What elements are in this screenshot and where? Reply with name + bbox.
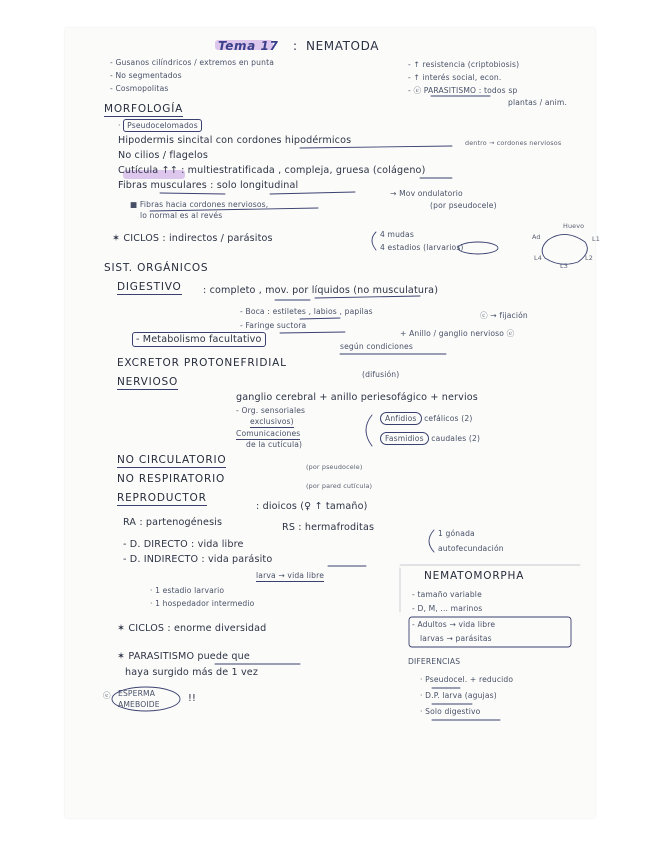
diferencias-line-3: · Solo digestivo — [420, 707, 481, 716]
rs-bracket — [429, 530, 434, 552]
digestivo-line-2: - Boca : estiletes , labios , papilas — [240, 307, 373, 316]
morf-ciclos: ✶ CICLOS : indirectos / parásitos — [112, 233, 273, 244]
cycle-label-l4: L4 — [534, 254, 542, 262]
nervioso-anfidios: Anfidios cefálicos (2) — [380, 415, 472, 423]
cycle-label-l1: L1 — [592, 235, 600, 243]
morf-estadios: 4 estadios (larvarios) — [380, 243, 464, 252]
reproductor-rs-b1: 1 gónada — [438, 529, 475, 538]
nervioso-line-5: de la cutícula) — [246, 440, 303, 449]
liquidos-underline — [315, 296, 420, 298]
intro-right-3: - ⓔ PARASITISMO : todos sp — [408, 86, 518, 95]
digestivo-line-3b: + Anillo / ganglio nervioso ⓔ — [400, 329, 515, 338]
nervioso-line-1: ganglio cerebral + anillo periesofágico + nervios — [236, 392, 478, 403]
nervioso-label: NERVIOSO — [117, 376, 179, 388]
nervioso-line-4: Comunicaciones — [236, 429, 301, 438]
nematomorpha-line-3: - Adultos → vida libre — [412, 620, 496, 629]
cycle-label-ad: Ad — [532, 233, 541, 241]
parasitismo-line-2: haya surgido más de 1 vez — [125, 667, 259, 678]
page-title: NEMATODA — [306, 39, 380, 53]
no-respiratorio-note: (por pared cutícula) — [306, 482, 373, 490]
nervioso-line-2: - Org. sensoriales — [236, 406, 306, 415]
digestivo-line-4b: según condiciones — [340, 342, 413, 351]
nervioso-fasmidios: Fasmidios caudales (2) — [380, 435, 480, 443]
tema-label: Tema 17 — [218, 39, 279, 53]
morf-item-1: · Pseudocelomados — [118, 122, 202, 130]
reproductor-line-1: : dioicos (♀ ↑ tamaño) — [256, 501, 368, 512]
ciclos-bracket — [372, 232, 376, 250]
fibras-underline — [160, 193, 225, 194]
reproductor-d2: - D. INDIRECTO : vida parásito — [123, 554, 273, 565]
diferencias-line-2: · D.P. larva (agujas) — [420, 691, 497, 700]
cycle-label-huevo: Huevo — [563, 222, 585, 230]
esperma-oval — [112, 687, 180, 711]
intro-left-3: - Cosmopolitas — [110, 84, 169, 93]
morfologia-heading: MORFOLOGÍA — [104, 103, 184, 115]
cordones-underline — [300, 146, 452, 148]
diferencias-line-1: · Pseudocel. + reducido — [420, 675, 514, 684]
esperma-exclaim: !! — [188, 693, 196, 704]
intro-left-2: - No segmentados — [110, 71, 182, 80]
parasitismo-line-1: ✶ PARASITISMO puede que — [117, 651, 250, 662]
esperma-line-2: AMEBOIDE — [118, 700, 160, 709]
faringe-underline — [280, 332, 345, 333]
digestivo-line-4: - Metabolismo facultativo — [132, 335, 266, 345]
no-respiratorio-label: NO RESPIRATORIO — [117, 473, 226, 485]
nervioso-line-3: exclusivos) — [250, 417, 294, 426]
cycle-label-l3: L3 — [560, 262, 568, 270]
ciclos-line: ✶ CICLOS : enorme diversidad — [117, 623, 267, 634]
excretor-label: EXCRETOR PROTONEFRIDIAL — [117, 357, 287, 369]
nematomorpha-heading: NEMATOMORPHA — [424, 570, 525, 582]
reproductor-d1: - D. DIRECTO : vida libre — [123, 539, 244, 550]
esperma-bullet: ⓔ — [103, 691, 111, 700]
reproductor-rs-b2: autofecundación — [438, 544, 504, 553]
title-colon: : — [293, 39, 298, 53]
morf-mudas: 4 mudas — [380, 230, 414, 239]
no-circulatorio-label: NO CIRCULATORIO — [117, 454, 227, 466]
longitudinal-underline — [270, 192, 355, 194]
digestivo-line-3: - Faringe suctora — [240, 321, 307, 330]
digestivo-label: DIGESTIVO — [117, 281, 182, 293]
intro-right-2: - ↑ interés social, econ. — [408, 73, 502, 82]
intro-right-4: plantas / anim. — [508, 98, 568, 107]
reproductor-ra: RA : partenogénesis — [123, 517, 223, 528]
adultos-box — [409, 617, 571, 647]
cycle-sketch-loop — [542, 234, 587, 264]
morf-item-3: No cilios / flagelos — [118, 150, 209, 161]
morf-item-2: Hipodermis sincital con cordones hipodérmicos — [118, 135, 352, 146]
nematomorpha-line-4: larvas → parásitas — [420, 634, 492, 643]
reproductor-rs: RS : hermafroditas — [282, 522, 375, 533]
morf-item-4: Cutícula ↑↑ : multiestratificada , compleja, gruesa (colágeno) — [118, 165, 426, 176]
larvarios-oval — [458, 242, 498, 254]
nematomorpha-line-1: - tamaño variable — [412, 590, 482, 599]
morf-item-2-note: dentro → cordones nerviosos — [465, 139, 562, 147]
morf-item-6b: lo normal es al revés — [140, 211, 223, 220]
digestivo-line-1: : completo , mov. por líquidos (no musculatura) — [203, 285, 439, 296]
digestivo-line-2b: ⓒ → fijación — [480, 311, 528, 320]
nematomorpha-line-2: - D, M, ... marinos — [412, 604, 483, 613]
reproductor-d3: larva → vida libre — [256, 571, 325, 580]
morf-item-5b: → Mov ondulatorio — [390, 189, 463, 198]
intro-left-1: - Gusanos cilíndricos / extremos en punta — [110, 58, 274, 67]
diferencias-heading: DIFERENCIAS — [408, 657, 461, 666]
morf-item-5: Fibras musculares : solo longitudinal — [118, 180, 299, 191]
cycle-label-l2: L2 — [585, 254, 593, 262]
morf-item-5c: (por pseudocele) — [430, 201, 497, 210]
esperma-line-1: ESPERMA — [118, 689, 156, 698]
reproductor-d4: · 1 estadio larvario — [150, 586, 225, 595]
reproductor-d5: · 1 hospedador intermedio — [150, 599, 255, 608]
excretor-note: (difusión) — [362, 370, 400, 379]
fibras-hacia-underline — [150, 208, 318, 211]
no-circulatorio-note: (por pseudocele) — [306, 463, 363, 471]
intro-right-1: - ↑ resistencia (criptobiosis) — [408, 60, 520, 69]
reproductor-label: REPRODUCTOR — [117, 492, 207, 504]
estiletes-underline — [300, 318, 340, 319]
morf-item-6: ■ Fibras hacia cordones nerviosos, — [130, 200, 269, 209]
sistemas-heading: SIST. ORGÁNICOS — [104, 262, 209, 274]
nervioso-bracket — [366, 415, 372, 446]
